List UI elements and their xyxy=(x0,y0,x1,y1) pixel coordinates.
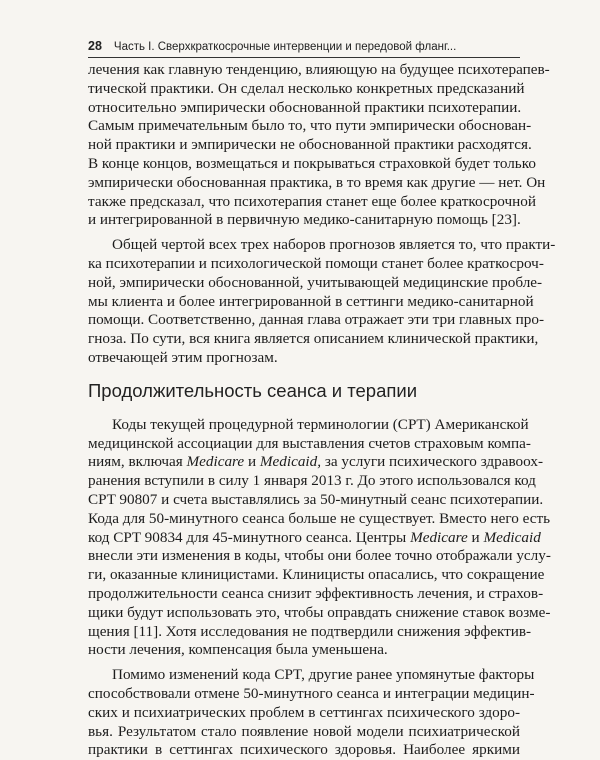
paragraph-4 xyxy=(88,666,535,760)
text-line: продолжительности сеанса снизит эффективность лечения, и страхов- xyxy=(88,584,544,602)
running-title: Часть I. Сверхкраткосрочные интервенции и передовой фланг... xyxy=(113,41,457,53)
italic-term: Medicaid xyxy=(483,528,541,546)
text-run: за услуги психического здравоох- xyxy=(321,453,544,471)
text-line: тической практики. Он сделал несколько конкретных предсказаний xyxy=(88,79,525,97)
text-line: щики будут использовать это, чтобы оправдать снижение ставок возме- xyxy=(88,603,551,621)
text-run: код CPT 90834 для 45-минутного сеанса. Центры xyxy=(88,528,411,546)
italic-term: Medicare xyxy=(186,453,245,471)
paragraph-2 xyxy=(88,236,556,368)
body-text xyxy=(88,61,556,760)
text-line: также предсказал, что психотерапия станет еще более краткосрочной xyxy=(88,192,536,210)
text-line: способствовали отмене 50-минутного сеанса и интеграции медицин- xyxy=(88,684,535,702)
text-line: и интегрированной в первичную медико-санитарную помощь [23]. xyxy=(88,211,521,229)
text-line: ских и психиатрических проблем в сеттингах психического здоро- xyxy=(88,703,520,721)
text-line: внесли эти изменения в коды, чтобы они более точно отображали услу- xyxy=(88,547,551,565)
text-run: и xyxy=(244,453,260,471)
text-line: Помимо изменений кода CPT, другие ранее упомянутые факторы xyxy=(112,666,535,684)
text-run: ниям, включая xyxy=(88,453,187,471)
text-line: ной практики и эмпирически не обоснованной практики расходятся. xyxy=(88,136,532,154)
header-rule xyxy=(88,57,520,58)
text-line: ной, эмпирически обоснованной, учитывающей медицинские пробле- xyxy=(88,273,543,291)
text-line: медицинской ассоциации для выставления счетов страховым компа- xyxy=(88,434,531,452)
text-line: Общей чертой всех трех наборов прогнозов является то, что практи- xyxy=(112,236,556,254)
text-run: и xyxy=(467,528,484,546)
paragraph-3 xyxy=(88,415,551,660)
page-number: 28 xyxy=(88,39,102,53)
text-line: отвечающей этим прогнозам. xyxy=(88,348,278,366)
text-line: Коды текущей процедурной терминологии (CPT) Американской xyxy=(112,415,529,433)
text-line: Кода для 50-минутного сеанса больше не существует. Вместо него есть xyxy=(88,509,551,527)
text-line: ранения вступили в силу 1 января 2013 г. До этого использовался код xyxy=(88,472,536,490)
text-line: Самым примечательным было то, что пути эмпирически обоснован- xyxy=(88,117,532,135)
section-heading: Продолжительность сеанса и терапии xyxy=(88,379,418,401)
text-line: помощи. Соответственно, данная глава отражает эти три главных про- xyxy=(88,311,545,329)
text-line: мы клиента и более интегрированной в сеттинги медико-санитарной xyxy=(88,292,534,310)
text-line: относительно эмпирически обоснованной практики психотерапии. xyxy=(88,98,522,116)
running-head xyxy=(88,39,528,53)
text-line xyxy=(88,528,541,548)
text-line: В конце концов, возмещаться и покрываться страховкой будет только xyxy=(88,154,536,172)
italic-term: Medicaid, xyxy=(259,453,322,471)
text-line: ности лечения, компенсация была уменьшена. xyxy=(88,641,388,659)
text-line: ги, оказанные клиницистами. Клиницисты опасались, что сокращение xyxy=(88,566,545,584)
text-line: практики в сеттингах психического здоровья. Наиболее яркими xyxy=(88,741,520,759)
text-line: щения [11]. Хотя исследования не подтвердили снижения эффектив- xyxy=(88,622,532,640)
text-line xyxy=(88,453,544,472)
italic-term: Medicare xyxy=(410,528,468,546)
text-line: лечения как главную тенденцию, влияющую на будущее психотерапев- xyxy=(88,61,550,78)
text-line: гноза. По сути, вся книга является описанием клинической практики, xyxy=(88,330,539,348)
paragraph-1 xyxy=(88,61,550,230)
text-line: CPT 90807 и счета выставлялись за 50-минутный сеанс психотерапии. xyxy=(88,490,544,508)
text-line: эмпирически обоснованная практика, в то время как другие — нет. Он xyxy=(88,173,546,191)
text-line: вья. Результатом стало появление новой модели психиатрической xyxy=(88,722,520,740)
text-line: ка психотерапии и психологической помощи станет более краткосроч- xyxy=(88,254,544,272)
